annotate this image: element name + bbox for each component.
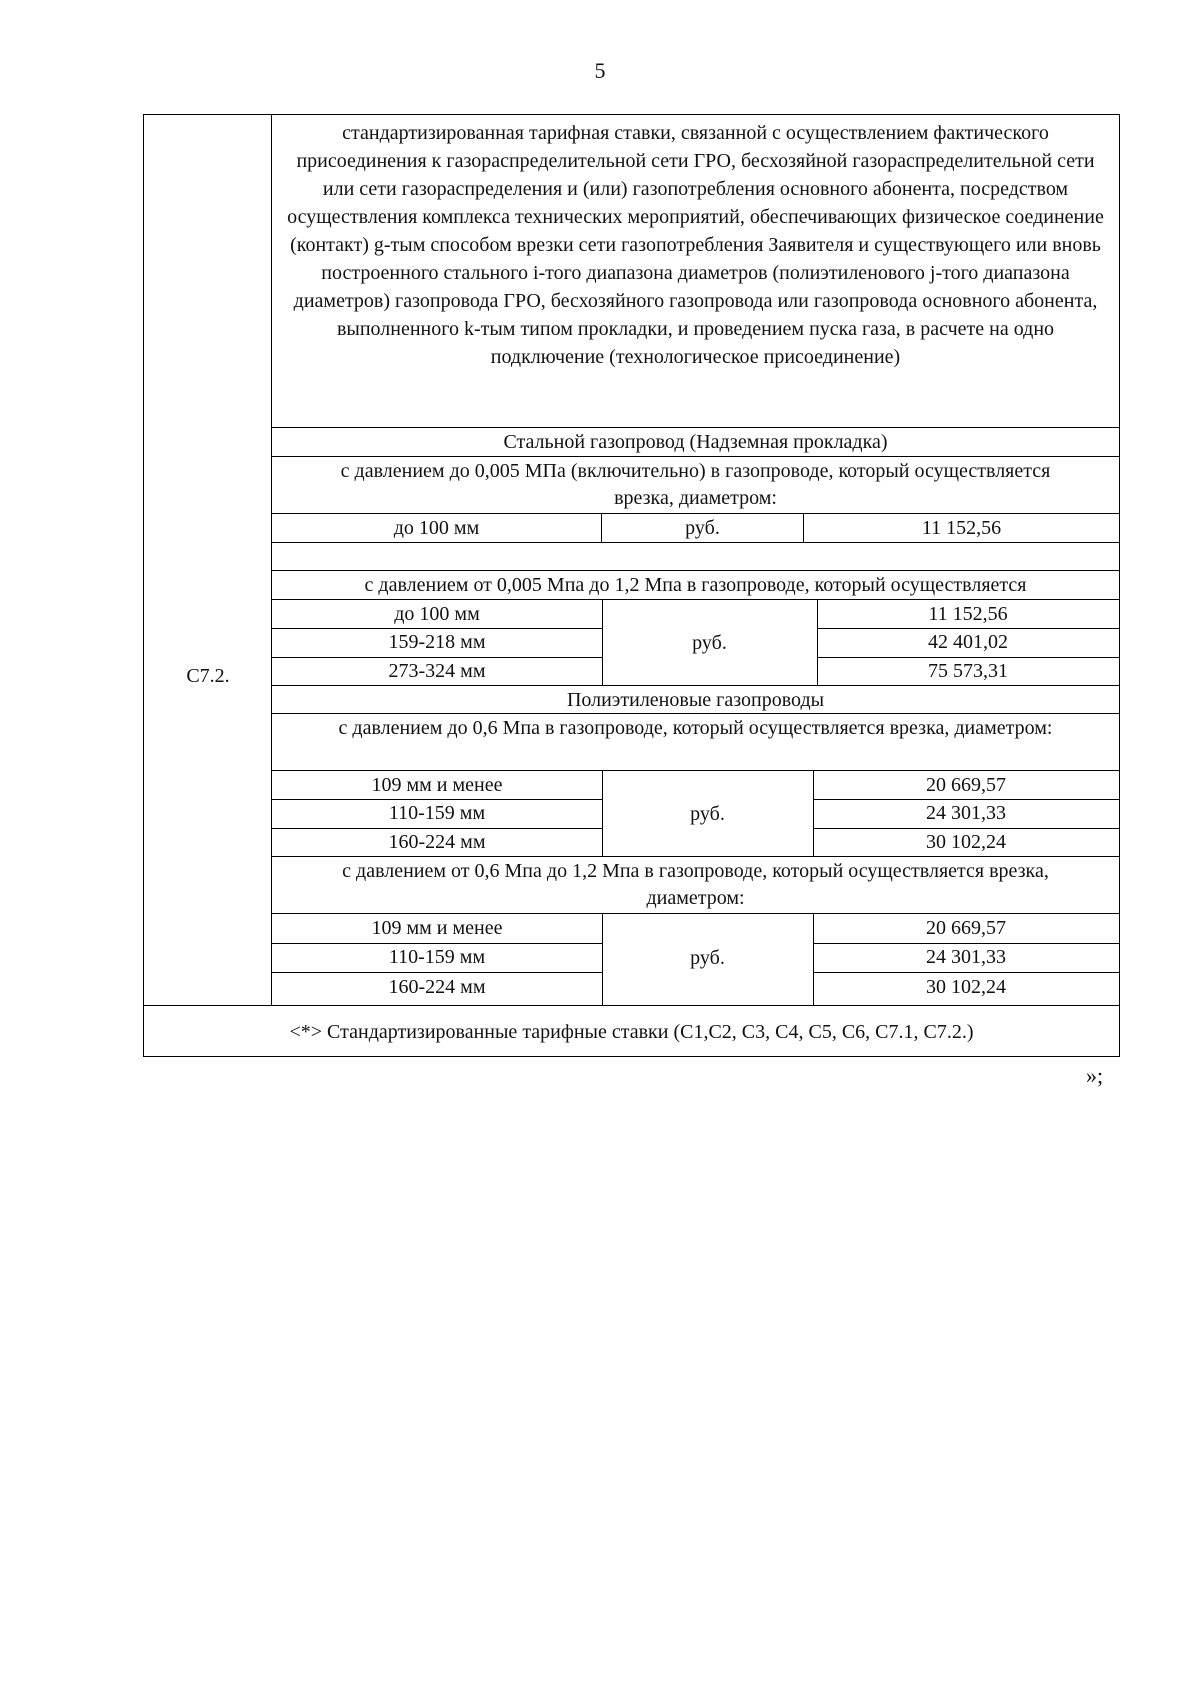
diameter-cell: до 100 мм bbox=[394, 603, 480, 625]
steel-group2-heading-row bbox=[272, 571, 1119, 600]
diameter-cell: до 100 мм bbox=[272, 514, 602, 542]
value-cell: 42 401,02 bbox=[928, 631, 1008, 653]
steel-group2-block bbox=[272, 600, 1119, 686]
value-cell: 20 669,57 bbox=[926, 774, 1006, 796]
unit-cell: руб. bbox=[692, 632, 727, 654]
pe-heading-row bbox=[272, 686, 1119, 714]
steel-group1-heading-row bbox=[272, 457, 1119, 514]
value-cell: 24 301,33 bbox=[926, 946, 1006, 968]
steel-heading-row bbox=[272, 428, 1119, 457]
unit-cell: руб. bbox=[690, 947, 725, 969]
value-cell: 11 152,56 bbox=[921, 517, 1002, 539]
pe-group1-block bbox=[272, 771, 1119, 857]
diameter-cell: 109 мм и менее bbox=[371, 917, 503, 939]
diameter-cell: 160-224 мм bbox=[388, 976, 486, 998]
steel-heading: Стальной газопровод (Надземная прокладка) bbox=[503, 431, 888, 453]
pe-group1-heading-row bbox=[272, 714, 1119, 771]
steel-group2-heading: с давлением от 0,005 Мпа до 1,2 Мпа в газопроводе, который осуществляется bbox=[364, 574, 1027, 596]
diameter-cell: 109 мм и менее bbox=[371, 774, 503, 796]
value-cell: 24 301,33 bbox=[926, 802, 1006, 824]
footnote: <*> Стандартизированные тарифные ставки (С1,С2, С3, С4, С5, С6, С7.1, С7.2.) bbox=[144, 1005, 1119, 1058]
rate-code: С7.2. bbox=[186, 665, 230, 687]
pe-group2-heading-row bbox=[272, 857, 1119, 914]
value-cell: 30 102,24 bbox=[926, 831, 1006, 853]
table-row bbox=[272, 514, 1119, 543]
rate-description: стандартизированная тарифная ставки, связанной с осуществлением фактического присоединения к газораспределительной сети ГРО, бесхозяйной газораспределительной сети или сети газораспределения и (или) газопотребления основного абонента, посредством осуществления комплекса технических мероприятий, обеспечивающих физическое соединение (контакт) g-тым способом врезки сети газопотребления Заявителя и существующего или вновь построенного стального i-того диапазона диаметров (полиэтиленового j-того диапазона диаметров) газопровода ГРО, бесхозяйного газопровода или газопровода основного абонента, выполненного k-тым типом прокладки, и проведением пуска газа, в расчете на одно подключение (технологическое присоединение) bbox=[287, 122, 1104, 368]
diameter-cell: 273-324 мм bbox=[388, 660, 486, 682]
tariff-table bbox=[143, 114, 1120, 1057]
pe-group1-heading: с давлением до 0,6 Мпа в газопроводе, который осуществляется врезка, диаметром: bbox=[338, 717, 1053, 739]
value-cell: 75 573,31 bbox=[928, 660, 1008, 682]
pe-heading: Полиэтиленовые газопроводы bbox=[566, 689, 825, 711]
unit-cell: руб. bbox=[602, 514, 804, 542]
steel-group1-heading: с давлением до 0,005 МПа (включительно) в газопроводе, который осуществляется врезка, диаметром: bbox=[340, 460, 1051, 509]
diameter-cell: 159-218 мм bbox=[388, 631, 486, 653]
unit-cell: руб. bbox=[690, 803, 725, 825]
page-number: 5 bbox=[594, 58, 606, 83]
description-row bbox=[272, 115, 1119, 428]
diameter-cell: 110-159 мм bbox=[388, 802, 486, 824]
diameter-cell: 110-159 мм bbox=[388, 946, 486, 968]
pe-group2-heading: с давлением от 0,6 Мпа до 1,2 Мпа в газопроводе, который осуществляется врезка, диаметром: bbox=[342, 860, 1049, 909]
pe-group2-block bbox=[272, 914, 1119, 1005]
diameter-cell: 160-224 мм bbox=[388, 831, 486, 853]
value-cell: 11 152,56 bbox=[928, 603, 1008, 625]
rate-content bbox=[272, 115, 1119, 1005]
value-cell: 20 669,57 bbox=[926, 917, 1006, 939]
empty-row bbox=[272, 543, 1119, 571]
value-cell: 30 102,24 bbox=[926, 976, 1006, 998]
closing-quote: »; bbox=[1086, 1063, 1104, 1088]
code-column bbox=[144, 115, 272, 1005]
